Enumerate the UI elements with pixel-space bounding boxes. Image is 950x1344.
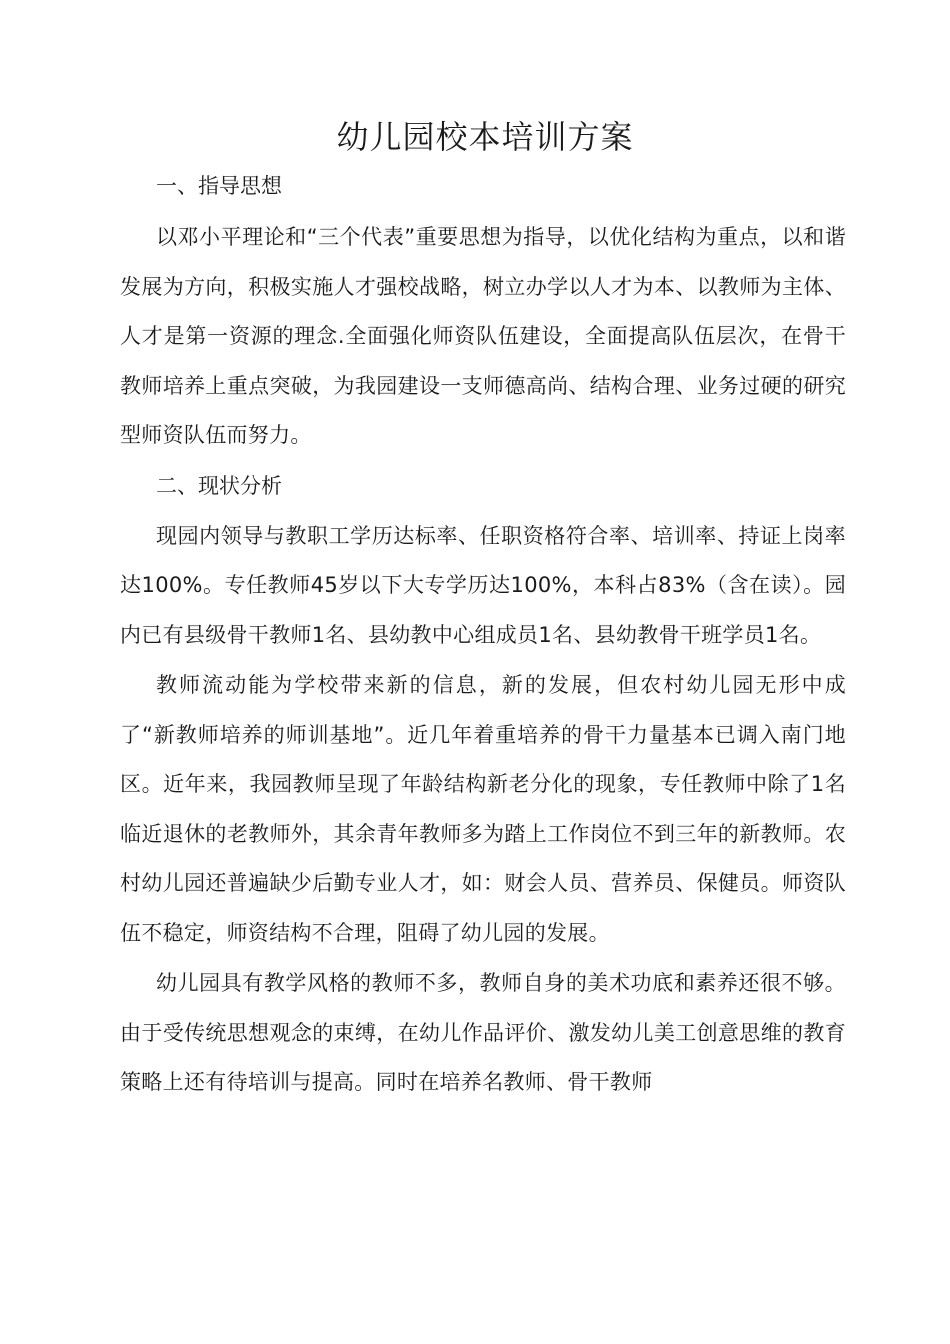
paragraph-current-analysis-2: 教师流动能为学校带来新的信息，新的发展，但农村幼儿园无形中成了“新教师培养的师训基地”。近几年着重培养的骨干力量基本已调入南门地区。近年来，我园教师呈现了年龄结构新老分化的现象，专任教师中除了1名临近退休的老教师外，其余青年教师多为踏上工作岗位不到三年的新教师。农村幼儿园还普遍缺少后勤专业人才，如：财会人员、营养员、保健员。师资队伍不稳定，师资结构不合理，阻碍了幼儿园的发展。 bbox=[120, 673, 846, 945]
section-heading-current-analysis: 二、现状分析 bbox=[156, 473, 282, 498]
document-body bbox=[120, 162, 846, 1108]
paragraph-current-analysis-1: 现园内领导与教职工学历达标率、任职资格符合率、培训率、持证上岗率达100%。专任教师45岁以下大专学历达100%，本科占83%（含在读）。园内已有县级骨干教师1名、县幼教中心组成员1名、县幼教骨干班学员1名。 bbox=[120, 523, 846, 647]
paragraph-current-analysis-3: 幼儿园具有教学风格的教师不多，教师自身的美术功底和素养还很不够。由于受传统思想观念的束缚，在幼儿作品评价、激发幼儿美工创意思维的教育策略上还有待培训与提高。同时在培养名教师、骨干教师 bbox=[120, 971, 846, 1094]
document-title: 幼儿园校本培训方案 bbox=[336, 118, 634, 156]
section-heading-guiding-ideology: 一、指导思想 bbox=[156, 174, 282, 198]
paragraph-guiding-ideology: 以邓小平理论和“三个代表”重要思想为指导，以优化结构为重点，以和谐发展为方向，积极实施人才强校战略，树立办学以人才为本、以教师为主体、人才是第一资源的理念.全面强化师资队伍建设，全面提高队伍层次，在骨干教师培养上重点突破，为我园建设一支师德高尚、结构合理、业务过硬的研究型师资队伍而努力。 bbox=[120, 225, 846, 447]
